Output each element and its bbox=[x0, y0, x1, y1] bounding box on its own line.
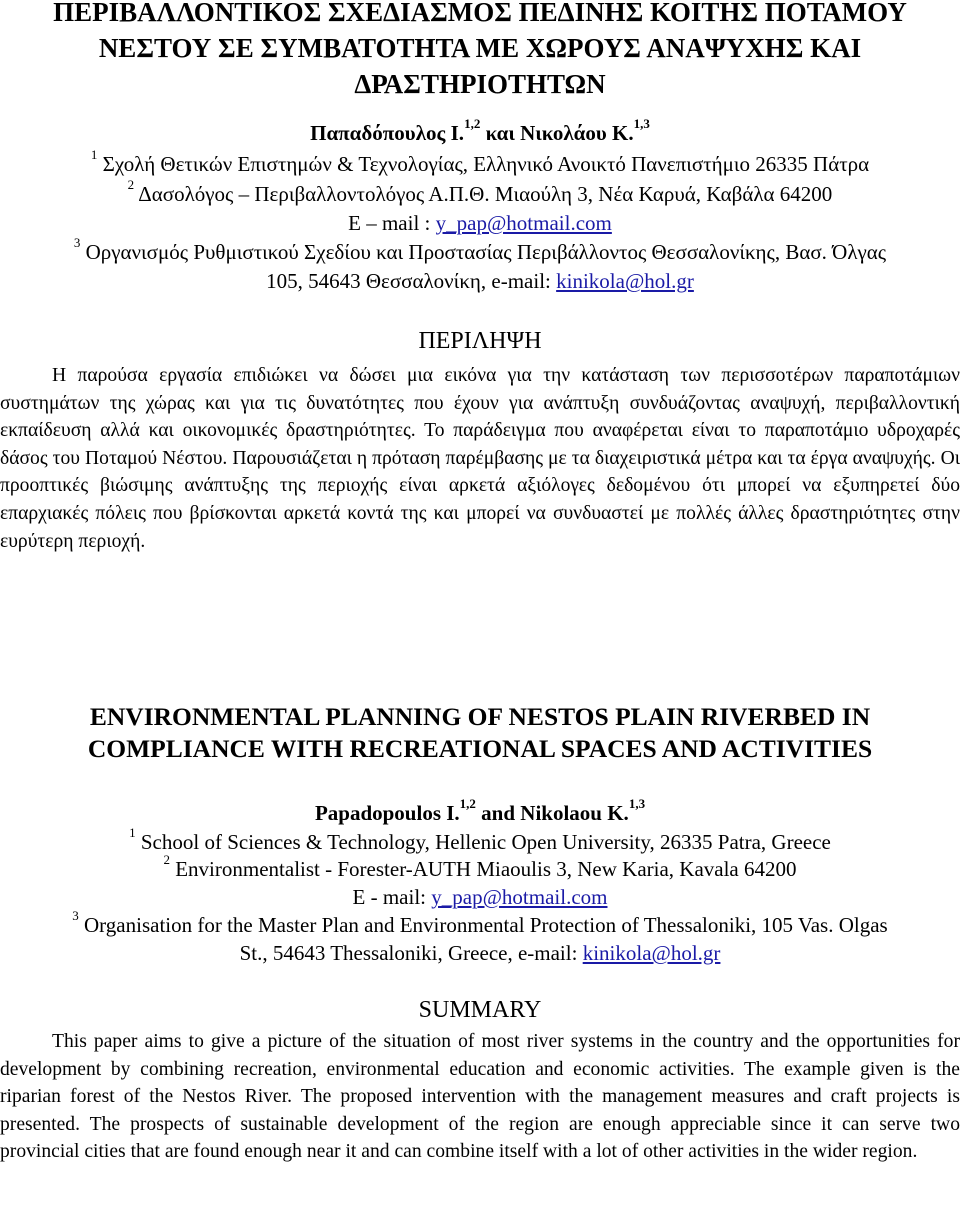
greek-title-line-2: ΝΕΣΤΟΥ ΣΕ ΣΥΜΒΑΤΟΤΗΤΑ ΜΕ ΧΩΡΟΥΣ ΑΝΑΨΥΧΗΣ ΚΑΙ bbox=[98, 33, 862, 63]
english-affiliation-2 bbox=[0, 852, 960, 882]
english-title-line-1: ENVIRONMENTAL PLANNING OF NESTOS PLAIN RIVERBED IN bbox=[89, 702, 871, 731]
english-email-link-1[interactable]: y_pap@hotmail.com bbox=[431, 885, 608, 909]
english-affiliation-3 bbox=[0, 908, 960, 938]
greek-author-1-sup: 1,2 bbox=[464, 116, 481, 131]
english-aff-1-num: 1 bbox=[129, 825, 136, 840]
english-aff-3-num: 3 bbox=[72, 908, 79, 923]
greek-abstract-text: Η παρούσα εργασία επιδιώκει να δώσει μια εικόνα για την κατάσταση των περισσοτέρων παραποτάμιων συστημάτων της χώρας και για τις δυνατότητες που έχουν για ανάπτυξη συνδυάζοντας αναψυχή, περιβαλλοντική εκπαίδευση αλλά και οικονομικές δραστηριότητες. Το παράδειγμα που αναφέρεται είναι το παραποτάμιο υδροχαρές δάσος του Ποταμού Νέστου. Παρουσιάζεται η πρόταση παρέμβασης με τα διαχειριστικά μέτρα και τα έργα αναψυχής. Οι προοπτικές βιώσιμης ανάπτυξης της περιοχής είναι αρκετά αξιόλογες δεδομένου ότι μπορεί να εξυπηρετεί δύο επαρχιακές πόλεις που βρίσκονται αρκετά κοντά της και μπορεί να συνδυαστεί με πολλές άλλες δραστηριότητες στην ευρύτερη περιοχή. bbox=[0, 365, 960, 552]
english-author-1-sup: 1,2 bbox=[459, 796, 476, 811]
english-email-label: E - mail: bbox=[352, 885, 432, 909]
greek-aff-1-text: Σχολή Θετικών Επιστημών & Τεχνολογίας, Ελληνικό Ανοικτό Πανεπιστήμιο 26335 Πάτρα bbox=[97, 152, 870, 176]
english-author-and: and Nikolaou K. bbox=[475, 801, 629, 825]
english-author-1: Papadopoulos I. bbox=[314, 801, 460, 825]
english-aff-2-text: Environmentalist - Forester-AUTH Miaoulis 3, New Karia, Kavala 64200 bbox=[169, 857, 797, 881]
english-title bbox=[0, 701, 960, 765]
english-author-2-sup: 1,3 bbox=[628, 796, 646, 811]
greek-affiliation-2 bbox=[0, 177, 960, 207]
greek-author-1: Παπαδόπουλος Ι. bbox=[310, 121, 465, 145]
greek-affiliation-1 bbox=[0, 147, 960, 177]
english-email-link-2[interactable]: kinikola@hol.gr bbox=[582, 941, 721, 965]
greek-author-2-sup: 1,3 bbox=[633, 116, 650, 131]
greek-affiliation-3-line-2 bbox=[0, 268, 960, 294]
greek-email-label: E – mail : bbox=[348, 211, 436, 235]
english-title-line-2: COMPLIANCE WITH RECREATIONAL SPACES AND ACTIVITIES bbox=[87, 734, 873, 763]
english-authors bbox=[0, 796, 960, 826]
greek-abstract-heading: ΠΕΡΙΛΗΨΗ bbox=[418, 328, 542, 354]
english-affiliation-3-line-2 bbox=[0, 940, 960, 966]
greek-aff-2-text: Δασολόγος – Περιβαλλοντολόγος Α.Π.Θ. Μιαούλη 3, Νέα Καρυά, Καβάλα 64200 bbox=[134, 182, 833, 206]
english-email-line bbox=[0, 884, 960, 910]
greek-email-line bbox=[0, 210, 960, 236]
greek-title-line-3: ΔΡΑΣΤΗΡΙΟΤΗΤΩΝ bbox=[354, 69, 606, 99]
greek-aff-2-num: 2 bbox=[127, 177, 135, 192]
greek-aff-3-num: 3 bbox=[73, 235, 81, 250]
greek-email-link-2[interactable]: kinikola@hol.gr bbox=[556, 269, 694, 293]
greek-aff-1-num: 1 bbox=[90, 147, 98, 162]
greek-title-line-1: ΠΕΡΙΒΑΛΛΟΝΤΙΚΟΣ ΣΧΕΔΙΑΣΜΟΣ ΠΕΔΙΝΗΣ ΚΟΙΤΗΣ ΠΟΤΑΜΟΥ bbox=[53, 0, 907, 27]
english-summary-heading: SUMMARY bbox=[418, 997, 542, 1023]
greek-aff-3-text: Οργανισμός Ρυθμιστικού Σχεδίου και Προστασίας Περιβάλλοντος Θεσσαλονίκης, Βασ. Όλγας bbox=[80, 240, 887, 264]
greek-affiliation-3 bbox=[0, 235, 960, 265]
greek-author-and: και Νικολάου Κ. bbox=[480, 121, 634, 145]
english-aff-1-text: School of Sciences & Technology, Hellenic Open University, 26335 Patra, Greece bbox=[135, 830, 831, 854]
greek-authors bbox=[0, 116, 960, 146]
greek-title bbox=[0, 0, 960, 102]
english-aff-3-text: Organisation for the Master Plan and Environmental Protection of Thessaloniki, 105 Vas. Olgas bbox=[78, 913, 888, 937]
greek-aff-3-line-2-text: 105, 54643 Θεσσαλονίκη, e-mail: bbox=[266, 269, 557, 293]
english-affiliation-1 bbox=[0, 825, 960, 855]
english-aff-2-num: 2 bbox=[163, 852, 170, 867]
english-summary-text: This paper aims to give a picture of the situation of most river systems in the country and the opportunities for development by combining recreation, environmental education and economic activities. The example given is the riparian forest of the Nestos River. The proposed intervention with the management measures and craft projects is presented. The prospects of sustainable development of the region are enough appreciable since it can serve two provincial cities that are found enough near it and can combine itself with a lot of other activities in the wider region. bbox=[0, 1031, 960, 1163]
greek-email-link-1[interactable]: y_pap@hotmail.com bbox=[435, 211, 612, 235]
english-aff-3-line-2-text: St., 54643 Thessaloniki, Greece, e-mail: bbox=[239, 941, 583, 965]
